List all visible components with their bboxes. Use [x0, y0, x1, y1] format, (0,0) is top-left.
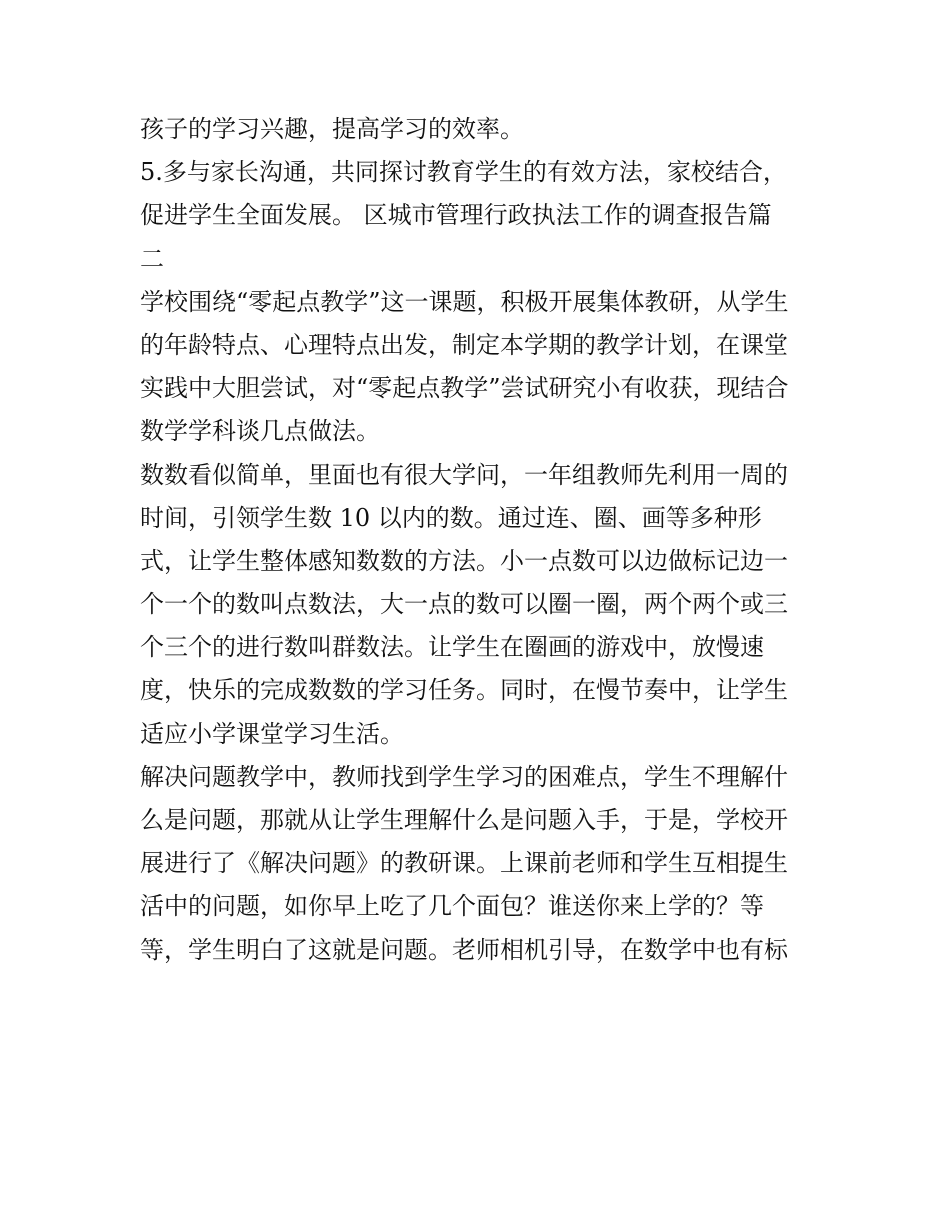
text-line: 活中的问题，如你早上吃了几个面包？谁送你来上学的？等	[140, 892, 764, 921]
text-line: 等，学生明白了这就是问题。老师相机引导，在数学中也有标	[140, 935, 788, 964]
text-line: 数数看似简单，里面也有很大学问，一年组教师先利用一周的	[140, 460, 788, 489]
document-body	[140, 108, 820, 972]
text-line: 时间，引领学生数 10 以内的数。通过连、圈、画等多种形	[140, 503, 762, 532]
text-line: 展进行了《解决问题》的教研课。上课前老师和学生互相提生	[140, 849, 788, 878]
text-line: 数学学科谈几点做法。	[140, 417, 380, 446]
text-line: 二	[140, 244, 164, 273]
text-line: 孩子的学习兴趣，提高学习的效率。	[140, 115, 524, 143]
text-line: 个一个的数叫点数法，大一点的数可以圈一圈，两个两个或三	[140, 590, 788, 619]
text-line: 么是问题，那就从让学生理解什么是问题入手，于是，学校开	[140, 806, 788, 834]
text-line: 促进学生全面发展。 区城市管理行政执法工作的调查报告篇	[140, 201, 772, 230]
text-line: 式，让学生整体感知数数的方法。小一点数可以边做标记边一	[140, 546, 788, 575]
text-line: 解决问题教学中，教师找到学生学习的困难点，学生不理解什	[140, 762, 788, 791]
text-line: 学校围绕“零起点教学”这一课题，积极开展集体教研，从学生	[140, 287, 789, 316]
text-line: 5.多与家长沟通，共同探讨教育学生的有效方法，家校结合，	[140, 158, 787, 187]
text-line: 的年龄特点、心理特点出发，制定本学期的教学计划，在课堂	[140, 330, 788, 359]
text-line: 实践中大胆尝试，对“零起点教学”尝试研究小有收获，现结合	[140, 374, 789, 403]
text-line: 个三个的进行数叫群数法。让学生在圈画的游戏中，放慢速	[140, 633, 764, 662]
text-line: 适应小学课堂学习生活。	[140, 719, 404, 748]
text-line: 度，快乐的完成数数的学习任务。同时，在慢节奏中，让学生	[140, 676, 788, 705]
